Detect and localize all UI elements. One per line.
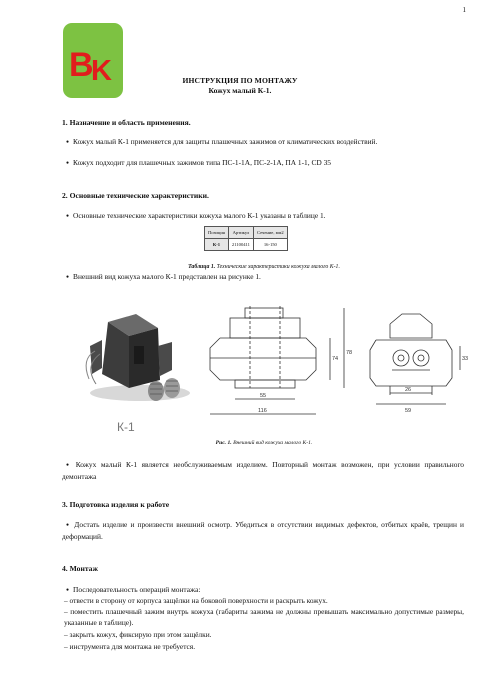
- svg-text:B: B: [69, 46, 94, 84]
- section-1-bullet-1: [62, 137, 464, 149]
- spec-table-section: 16-150: [253, 239, 287, 251]
- dim-78: 78: [346, 350, 353, 356]
- spec-table-header-article: Артикул: [228, 227, 253, 239]
- section-1-bullet-2: [62, 158, 464, 170]
- product-figure: [80, 296, 470, 441]
- spec-table-header-row: [205, 227, 288, 239]
- section-3-bullet-1-text: Достать изделие и произвести внешний осмотр. Убедиться в отсутствии видимых дефектов, отбитых краёв, трещин и деформаций.: [62, 520, 464, 541]
- side-view-drawing: [370, 314, 460, 404]
- spec-table-header-section: Сечение, мм2: [253, 227, 287, 239]
- dim-116: 116: [258, 408, 267, 414]
- spec-table-position: К-1: [205, 239, 229, 251]
- document-title: ИНСТРУКЦИЯ ПО МОНТАЖУ: [182, 76, 298, 85]
- section-4-bullet-1-text: Последовательность операций монтажа:: [73, 585, 201, 594]
- maintenance-note: [62, 460, 464, 482]
- product-photo-label: К-1: [117, 420, 135, 434]
- section-4-heading: 4. Монтаж: [62, 564, 98, 573]
- front-view-drawing: [210, 306, 344, 414]
- dim-55: 55: [260, 393, 267, 399]
- section-1-bullet-2-text: Кожух подходит для плашечных зажимов типа ПС-1-1А, ПС-2-1А, ПА 1-1, CD 35: [73, 158, 331, 167]
- dim-59: 59: [405, 408, 412, 414]
- spec-table: [204, 226, 288, 251]
- section-4-step-2: – поместить плашечный зажим внутрь кожуха (габариты зажима не должны превышать максимально допустимые размеры, указанные в таблице).: [64, 607, 464, 627]
- section-4-step-1: – отвести в сторону от корпуса защёлки на боковой поверхности и раскрыть кожух.: [64, 596, 328, 605]
- dim-26: 26: [405, 387, 412, 393]
- section-2-bullet-1: [62, 211, 464, 223]
- section-4-bullet-1: [62, 585, 464, 597]
- product-figure-svg: [80, 296, 470, 436]
- table-caption: [60, 264, 468, 270]
- figure-caption-text: Внешний вид кожуха малого К-1.: [233, 440, 313, 446]
- table-caption-text: Технические характеристики кожуха малого К-1.: [216, 264, 340, 270]
- spec-table-header-position: Позиция: [205, 227, 229, 239]
- dim-33: 33: [462, 356, 469, 362]
- page-number: 1: [462, 6, 466, 14]
- section-2-bullet-2-text: Внешний вид кожуха малого К-1 представлен на рисунке 1.: [73, 272, 261, 281]
- maintenance-note-text: Кожух малый К-1 является необслуживаемым изделием. Повторный монтаж возможен, при условии правильного демонтажа: [62, 460, 464, 481]
- svg-text:K: K: [91, 55, 112, 87]
- document-title-block: [60, 76, 420, 96]
- dim-74: 74: [332, 356, 339, 362]
- section-4-step-3: – закрыть кожух, фиксирую при этом защёлки.: [64, 630, 212, 639]
- section-3-heading: 3. Подготовка изделия к работе: [62, 500, 170, 509]
- table-caption-label: Таблица 1.: [188, 264, 216, 270]
- section-4-step-4: – инструмента для монтажа не требуется.: [64, 642, 196, 651]
- product-photo: [86, 314, 190, 434]
- section-1-heading: 1. Назначение и область применения.: [62, 118, 191, 127]
- spec-table-article: 21100411: [228, 239, 253, 251]
- section-2-bullet-1-text: Основные технические характеристики кожуха малого К-1 указаны в таблице 1.: [73, 211, 326, 220]
- section-1-bullet-1-text: Кожух малый К-1 применяется для защиты плашечных зажимов от климатических воздействий.: [73, 137, 378, 146]
- section-3-bullet-1: [62, 520, 464, 542]
- document-subtitle: Кожух малый К-1.: [208, 86, 272, 95]
- section-2-heading: 2. Основные технические характеристики.: [62, 191, 209, 200]
- table-row: [205, 239, 288, 251]
- section-2-bullet-2: [62, 272, 464, 284]
- figure-caption: [60, 440, 468, 446]
- figure-caption-label: Рис. 1.: [215, 440, 232, 446]
